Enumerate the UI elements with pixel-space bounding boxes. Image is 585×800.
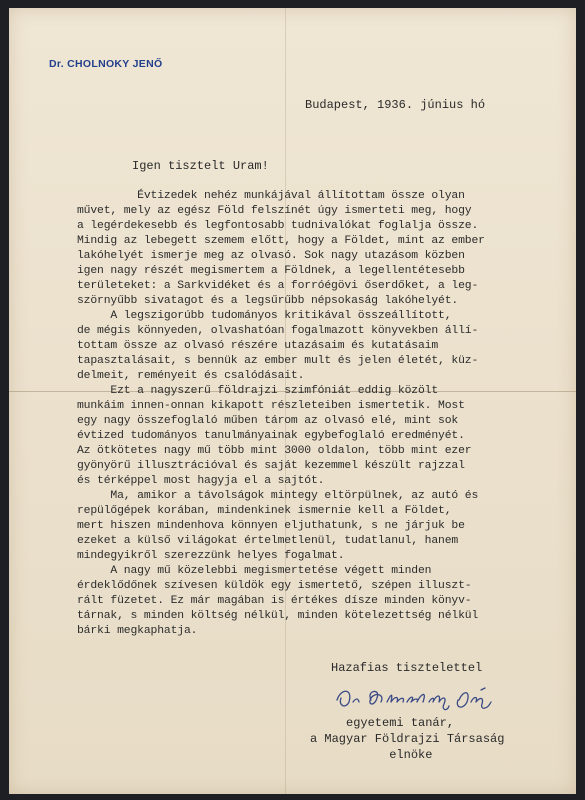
body-line: és térképpel most hagyja el a sajtót. [77,475,325,487]
body-line: bárki megkaphatja. [77,625,198,637]
body-line: delmeit, reményeit és csalódásait. [77,370,305,382]
body-line: de mégis könnyeden, olvashatóan fogalmazott könyvekben állí- [77,325,479,337]
body-line: munkáim innen-onnan kikapott részleteiben ismertetik. Most [77,400,465,412]
body-line: ezeket a külső világokat értelmetlenül, tudatlanul, hanem [77,535,459,547]
body-line: mindegyikről szerezzünk helyes fogalmat. [77,550,345,562]
letter-date: Budapest, 1936. június hó [305,98,486,112]
handwritten-signature [331,680,501,714]
letterhead: Dr. CHOLNOKY JENŐ [49,58,163,70]
body-line: Ezt a nagyszerű földrajzi szimfóniát eddig közölt [77,385,439,397]
body-line: mert hiszen mindenhova könnyen eljuthatunk, s ne járjuk be [77,520,465,532]
body-line: tottam össze az olvasó részére utazásaim és kutatásaim [77,340,439,352]
body-line: Az ötkötetes nagy mű több mint 3000 oldalon, több mint ezer [77,445,472,457]
body-line: művet, mely az egész Föld felszínét úgy ismerteti meg, hogy [77,205,472,217]
body-line: érdeklődőnek szívesen küldök egy ismertető, szépen illuszt- [77,580,472,592]
signature-block [310,715,550,763]
body-line: lakóhelyét ismerje meg az olvasó. Sok nagy utazásom közben [77,250,465,262]
body-line: igen nagy részét megismertem a Földnek, a legellentétesebb [77,265,465,277]
body-line: évtized tudományos tanulmányainak egybefoglaló eredményét. [77,430,465,442]
body-line: Ma, amikor a távolságok mintegy eltörpülnek, az autó és [77,490,479,502]
signature-title-line: egyetemi tanár, [310,716,455,730]
salutation: Igen tisztelt Uram! [132,159,269,173]
body-line: tapasztalásait, s bennük az ember mult és jelen életét, küz- [77,355,479,367]
body-line: Évtizedek nehéz munkájával állítottam össze olyan [77,190,465,202]
body-line: a legérdekesebb és legfontosabb tudnivalókat foglalja össze. [77,220,479,232]
signature-title-line: elnöke [310,748,433,762]
body-line: területeket: a Sarkvidéket és a forróégövi őserdőket, a leg- [77,280,479,292]
body-line: A nagy mű közelebbi megismertetése végett minden [77,565,432,577]
body-line: A legszigorúbb tudományos kritikával összeállított, [77,310,452,322]
letter-body [77,189,567,639]
body-line: egy nagy összefoglaló műben tárom az olvasó elé, mint sok [77,415,459,427]
body-line: Mindig az lebegett szemem előtt, hogy a Földet, mint az ember [77,235,485,247]
body-line: gyönyörű illusztrációval és saját kezemmel készült rajzzal [77,460,465,472]
signature-title-line: a Magyar Földrajzi Társaság [310,732,505,746]
body-line: rált füzetet. Ez már magában is értékes dísze minden könyv- [77,595,472,607]
body-line: tárnak, s minden költség nélkül, minden kötelezettség nélkül [77,610,479,622]
letter-page [9,8,576,794]
body-line: szörnyűbb sivatagot és a legsűrűbb népsokaság lakóhelyét. [77,295,459,307]
body-line: repülőgépek korában, mindenkinek ismernie kell a Földet, [77,505,452,517]
closing: Hazafias tisztelettel [331,661,483,675]
